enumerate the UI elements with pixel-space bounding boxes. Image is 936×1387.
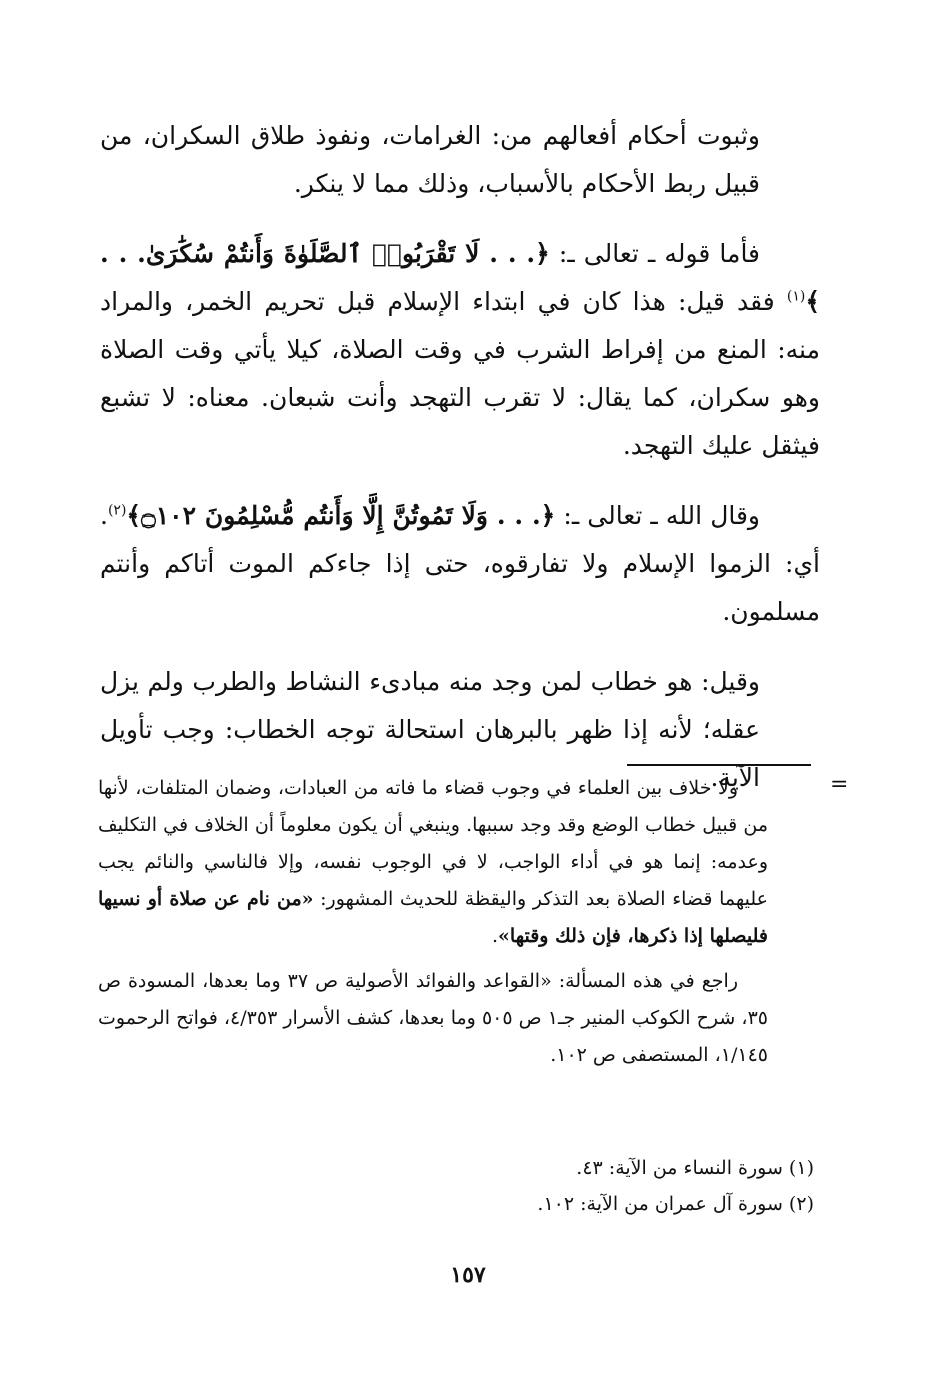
footnote-references bbox=[98, 1150, 814, 1222]
page-number: ١٥٧ bbox=[450, 1262, 486, 1288]
reference-1: (١) سورة النساء من الآية: ٤٣. bbox=[576, 1157, 814, 1179]
footnotes-continued bbox=[98, 770, 768, 1074]
paragraph-3-lead: وقال الله ـ تعالى ـ: bbox=[555, 501, 761, 530]
paragraph-3-body: . أي: الزموا الإسلام ولا تفارقوه، حتى إذا جاءكم الموت أتاكم وأنتم مسلمون. bbox=[100, 501, 820, 626]
hadith-quote: «من نام عن صلاة أو نسيها فليصلها إذا ذكرها، فإن ذلك وقتها» bbox=[98, 888, 768, 947]
paragraph-3 bbox=[100, 492, 820, 636]
main-text bbox=[100, 112, 820, 802]
footnote-paragraph-2: راجع في هذه المسألة: «القواعد والفوائد الأصولية ص ٣٧ وما بعدها، المسودة ص ٣٥، شرح الكوكب المنير جـ١ ص ٥٠٥ وما بعدها، كشف الأسرار ٤/٣٥٣، فواتح الرحموت ١/١٤٥، المستصفى ص ١٠٢. bbox=[98, 970, 768, 1066]
footnote-paragraph-1 bbox=[98, 770, 768, 955]
footnote-ref-1: (١) bbox=[786, 288, 806, 305]
paragraph-2-body: فقد قيل: هذا كان في ابتداء الإسلام قبل تحريم الخمر، والمراد منه: المنع من إفراط الشرب في وقت الصلاة، كيلا يأتي وقت الصلاة وهو سكران، كما يقال: لا تقرب التهجد وأنت شبعان. معناه: لا تشبع فيثقل عليك التهجد. bbox=[100, 287, 820, 460]
quran-verse-1: ﴿. . . لَا تَقْرَبُوا۟ ٱلصَّلَوٰةَ وَأَنتُمْ سُكَٰرَىٰ. . . ﴾ bbox=[100, 239, 820, 316]
paragraph-2 bbox=[100, 230, 820, 470]
footnote-continuation-mark: = bbox=[830, 772, 849, 797]
paragraph-2-lead: فأما قوله ـ تعالى ـ: bbox=[549, 239, 761, 268]
footnote-ref-2: (٢) bbox=[107, 502, 127, 519]
paragraph-4: وقيل: هو خطاب لمن وجد منه مبادىء النشاط والطرب ولم يزل عقله؛ لأنه إذا ظهر بالبرهان استحالة توجه الخطاب: وجب تأويل الآية. bbox=[100, 667, 760, 792]
footnote-separator bbox=[627, 764, 811, 766]
footnote-text-1: ولا خلاف بين العلماء في وجوب قضاء ما فاته من العبادات، وضمان المتلفات، لأنها من قبيل خطاب الوضع وقد وجد سببها. وينبغي أن يكون معلوماً أن الخلاف في التكليف وعدمه: إنما هو في أداء الواجب، لا في الوجوب نفسه، وإلا فالناسي والنائم يجب عليهما قضاء الصلاة بعد التذكر واليقظة للحديث المشهور: bbox=[98, 777, 768, 910]
quran-verse-2: ﴿. . . وَلَا تَمُوتُنَّ إِلَّا وَأَنتُم مُّسْلِمُونَ ۝١٠٢﴾ bbox=[126, 501, 556, 530]
paragraph-1: وثبوت أحكام أفعالهم من: الغرامات، ونفوذ طلاق السكران، من قبيل ربط الأحكام بالأسباب، وذلك مما لا ينكر. bbox=[100, 121, 760, 198]
reference-2: (٢) سورة آل عمران من الآية: ١٠٢. bbox=[537, 1193, 814, 1215]
footnote-text-1-end: . bbox=[492, 925, 499, 947]
